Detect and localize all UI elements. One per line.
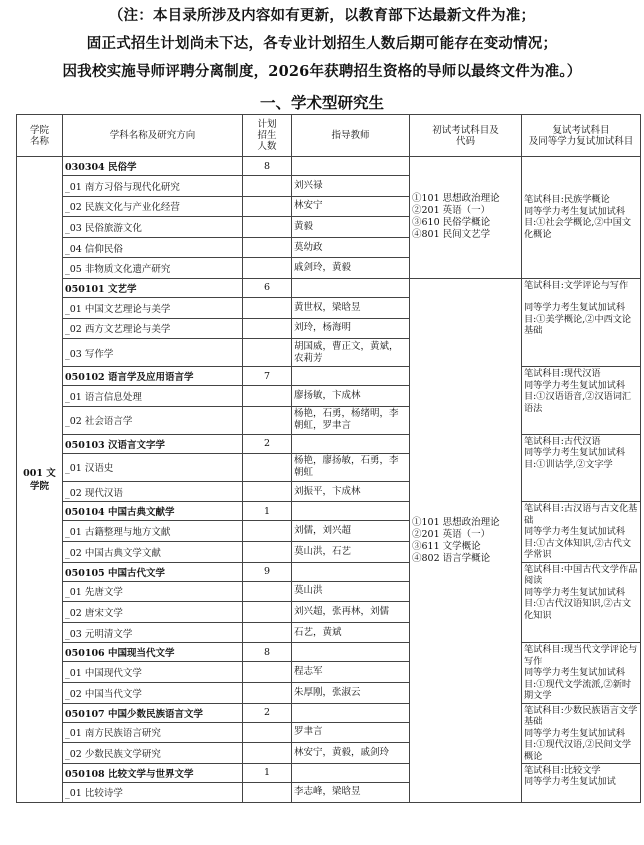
direction-name: _03 元明清文学 [63, 622, 243, 643]
subject-code: 050104 中国古典文献学 [63, 502, 243, 521]
supervisor-names: 莫山洪，石艺 [292, 541, 410, 562]
subject-row [17, 703, 641, 722]
initial-exam-item: ②201 英语（一） [412, 528, 491, 540]
initial-exam-folklore [410, 157, 522, 279]
retest-exam [522, 278, 641, 366]
direction-name: _02 少数民族文学研究 [63, 743, 243, 764]
supervisor-names: 莫山洪 [292, 581, 410, 602]
supervisor-empty [292, 502, 410, 521]
direction-name: _02 唐宋文学 [63, 602, 243, 623]
quota-empty [243, 581, 292, 602]
supervisor-empty [292, 278, 410, 297]
subject-row [17, 643, 641, 662]
retest-item: 笔试科目:民族学概论 [524, 194, 610, 206]
quota-empty [243, 386, 292, 407]
supervisor-names: 李志峰，梁晗昱 [292, 782, 410, 803]
supervisor-names: 罗聿言 [292, 722, 410, 743]
subject-row [17, 434, 641, 453]
initial-exam-item: ④801 民间文艺学 [412, 229, 491, 241]
notice-line: （注：本目录所涉及内容如有更新，以教育部下达最新文件为准； [108, 7, 536, 24]
supervisor-names: 胡国威，曹正文，黄斌，农莉芳 [292, 339, 410, 367]
supervisor-empty [292, 643, 410, 662]
direction-name: _01 语言信息处理 [63, 386, 243, 407]
initial-exam-literature [410, 278, 522, 802]
supervisor-empty [292, 434, 410, 453]
table-header-row [17, 115, 641, 157]
direction-name: _04 信仰民俗 [63, 237, 243, 258]
subject-code: 050103 汉语言文字学 [63, 434, 243, 453]
quota-empty [243, 318, 292, 339]
quota-empty [243, 217, 292, 238]
subject-row [17, 502, 641, 521]
supervisor-names: 刘儒，刘兴超 [292, 521, 410, 542]
direction-name: _01 南方民族语言研究 [63, 722, 243, 743]
supervisor-names: 石艺，黄斌 [292, 622, 410, 643]
retest-exam [522, 367, 641, 435]
subject-code: 050107 中国少数民族语言文学 [63, 703, 243, 722]
quota-empty [243, 662, 292, 683]
direction-name: _03 民俗旅游文化 [63, 217, 243, 238]
supervisor-names: 杨艳，廖扬敏，石勇，李朝虹 [292, 453, 410, 481]
retest-exam [522, 562, 641, 643]
direction-name: _02 现代汉语 [63, 481, 243, 502]
supervisor-empty [292, 703, 410, 722]
quota-value: 1 [243, 502, 292, 521]
subject-row [17, 367, 641, 386]
supervisor-names: 黄毅 [292, 217, 410, 238]
supervisor-names: 林安宁 [292, 196, 410, 217]
subject-code: 050105 中国古代文学 [63, 562, 243, 581]
subject-code: 050106 中国现当代文学 [63, 643, 243, 662]
subject-code: 030304 民俗学 [63, 157, 243, 176]
supervisor-names: 廖扬敏，卞成林 [292, 386, 410, 407]
direction-name: _01 先唐文学 [63, 581, 243, 602]
quota-empty [243, 237, 292, 258]
subject-row [17, 763, 641, 782]
notice-line: 因我校实施导师评聘分离制度，2026年获聘招生资格的导师以最终文件为准。） [62, 63, 582, 80]
retest-item: 同等学力考生复试加试科目:①汉语语音,②汉语词汇语法 [524, 379, 632, 414]
header-subject: 学科名称及研究方向 [63, 115, 243, 157]
subject-row [17, 562, 641, 581]
quota-value: 9 [243, 562, 292, 581]
quota-empty [243, 722, 292, 743]
direction-name: _03 写作学 [63, 339, 243, 367]
quota-empty [243, 521, 292, 542]
retest-exam [522, 157, 641, 279]
quota-value: 8 [243, 643, 292, 662]
header-retest-exam: 复试考试科目 及同等学力复试加试科目 [522, 115, 641, 157]
header-initial-exam: 初试考试科目及 代码 [410, 115, 522, 157]
supervisor-empty [292, 562, 410, 581]
retest-item: 笔试科目:文学评论与写作 [524, 279, 629, 291]
quota-value: 7 [243, 367, 292, 386]
supervisor-names: 林安宁，黄毅，戚剑玲 [292, 743, 410, 764]
quota-empty [243, 453, 292, 481]
quota-empty [243, 782, 292, 803]
supervisor-names: 刘兴禄 [292, 176, 410, 197]
quota-empty [243, 622, 292, 643]
retest-item: 同等学力考生复试加试 [524, 776, 616, 788]
supervisor-empty [292, 367, 410, 386]
quota-empty [243, 258, 292, 279]
supervisor-names: 刘兴超，张再林，刘儒 [292, 602, 410, 623]
quota-empty [243, 339, 292, 367]
subject-code: 050102 语言学及应用语言学 [63, 367, 243, 386]
subject-code: 050108 比较文学与世界文学 [63, 763, 243, 782]
quota-empty [243, 406, 292, 434]
quota-empty [243, 541, 292, 562]
initial-exam-item: ①101 思想政治理论 [412, 193, 500, 205]
supervisor-empty [292, 763, 410, 782]
retest-item: 同等学力考生复试加试科目:①现代汉语,②民间文学概论 [524, 727, 632, 762]
retest-item: 同等学力考生复试加试科目:①现代文学流派,②新时期文学 [524, 667, 632, 702]
quota-empty [243, 682, 292, 703]
retest-item: 同等学力考生复试加试科目:①美学概论,②中西文论基础 [524, 302, 632, 337]
retest-item: 同等学力考生复试加试科目:①社会学概论,②中国文化概论 [524, 205, 632, 240]
supervisor-names: 刘玲，杨海明 [292, 318, 410, 339]
retest-item: 笔试科目:现代汉语 [524, 368, 601, 380]
quota-empty [243, 481, 292, 502]
quota-value: 1 [243, 763, 292, 782]
supervisor-names: 程志军 [292, 662, 410, 683]
subject-code: 050101 文艺学 [63, 278, 243, 297]
header-supervisor: 指导教师 [292, 115, 410, 157]
quota-empty [243, 176, 292, 197]
initial-exam-item: ①101 思想政治理论 [412, 516, 500, 528]
supervisor-names: 刘振平，卞成林 [292, 481, 410, 502]
quota-value: 2 [243, 703, 292, 722]
retest-item: 同等学力考生复试加试科目:①训诂学,②文字学 [524, 447, 626, 470]
direction-name: _01 中国现代文学 [63, 662, 243, 683]
catalog-table [16, 114, 641, 803]
header-quota: 计划 招生 人数 [243, 115, 292, 157]
retest-item: 同等学力考生复试加试科目:①古代汉语知识,②古文化知识 [524, 586, 632, 621]
supervisor-empty [292, 157, 410, 176]
direction-name: _02 社会语言学 [63, 406, 243, 434]
quota-empty [243, 602, 292, 623]
quota-empty [243, 743, 292, 764]
quota-value: 6 [243, 278, 292, 297]
retest-item: 笔试科目:少数民族语言文学基础 [524, 704, 638, 727]
retest-exam [522, 763, 641, 803]
retest-item: 笔试科目:中国古代文学作品阅读 [524, 563, 638, 587]
supervisor-names: 杨艳，石勇，杨绪明，李朝虹，罗聿言 [292, 406, 410, 434]
quota-empty [243, 196, 292, 217]
direction-name: _02 中国古典文学文献 [63, 541, 243, 562]
initial-exam-item: ③611 文学概论 [412, 540, 481, 552]
supervisor-names: 戚剑玲，黄毅 [292, 258, 410, 279]
supervisor-names: 黄世权，梁晗昱 [292, 297, 410, 318]
header-college: 学院 名称 [17, 115, 63, 157]
retest-item: 同等学力考生复试加试科目:①古文体知识,②古代文学常识 [524, 526, 632, 561]
retest-exam [522, 703, 641, 763]
retest-item: 笔试科目:古汉语与古文化基础 [524, 503, 638, 526]
direction-name: _02 民族文化与产业化经营 [63, 196, 243, 217]
supervisor-names: 朱厚刚，张淑云 [292, 682, 410, 703]
notice-block [0, 2, 644, 86]
direction-name: _01 南方习俗与现代化研究 [63, 176, 243, 197]
quota-empty [243, 297, 292, 318]
initial-exam-item: ③610 民俗学概论 [412, 217, 491, 229]
retest-exam [522, 502, 641, 562]
supervisor-names: 莫幼政 [292, 237, 410, 258]
retest-exam [522, 434, 641, 502]
retest-exam [522, 643, 641, 703]
retest-item: 笔试科目:现当代文学评论与写作 [524, 644, 638, 667]
college-name: 001 文学院 [17, 157, 63, 803]
direction-name: _02 中国当代文学 [63, 682, 243, 703]
initial-exam-item: ④802 语言学概论 [412, 552, 491, 564]
notice-line: 固正式招生计划尚未下达，各专业计划招生人数后期可能存在变动情况； [86, 35, 558, 52]
subject-row [17, 278, 641, 297]
direction-name: _01 古籍整理与地方文献 [63, 521, 243, 542]
quota-value: 8 [243, 157, 292, 176]
section-title: 一、学术型研究生 [259, 93, 384, 112]
direction-name: _05 非物质文化遗产研究 [63, 258, 243, 279]
retest-item: 笔试科目:古代汉语 [524, 435, 601, 447]
retest-item: 笔试科目:比较文学 [524, 764, 601, 776]
subject-row [17, 157, 641, 176]
direction-name: _01 比较诗学 [63, 782, 243, 803]
direction-name: _01 中国文艺理论与美学 [63, 297, 243, 318]
quota-value: 2 [243, 434, 292, 453]
direction-name: _01 汉语史 [63, 453, 243, 481]
initial-exam-item: ②201 英语（一） [412, 205, 491, 217]
direction-name: _02 西方文艺理论与美学 [63, 318, 243, 339]
